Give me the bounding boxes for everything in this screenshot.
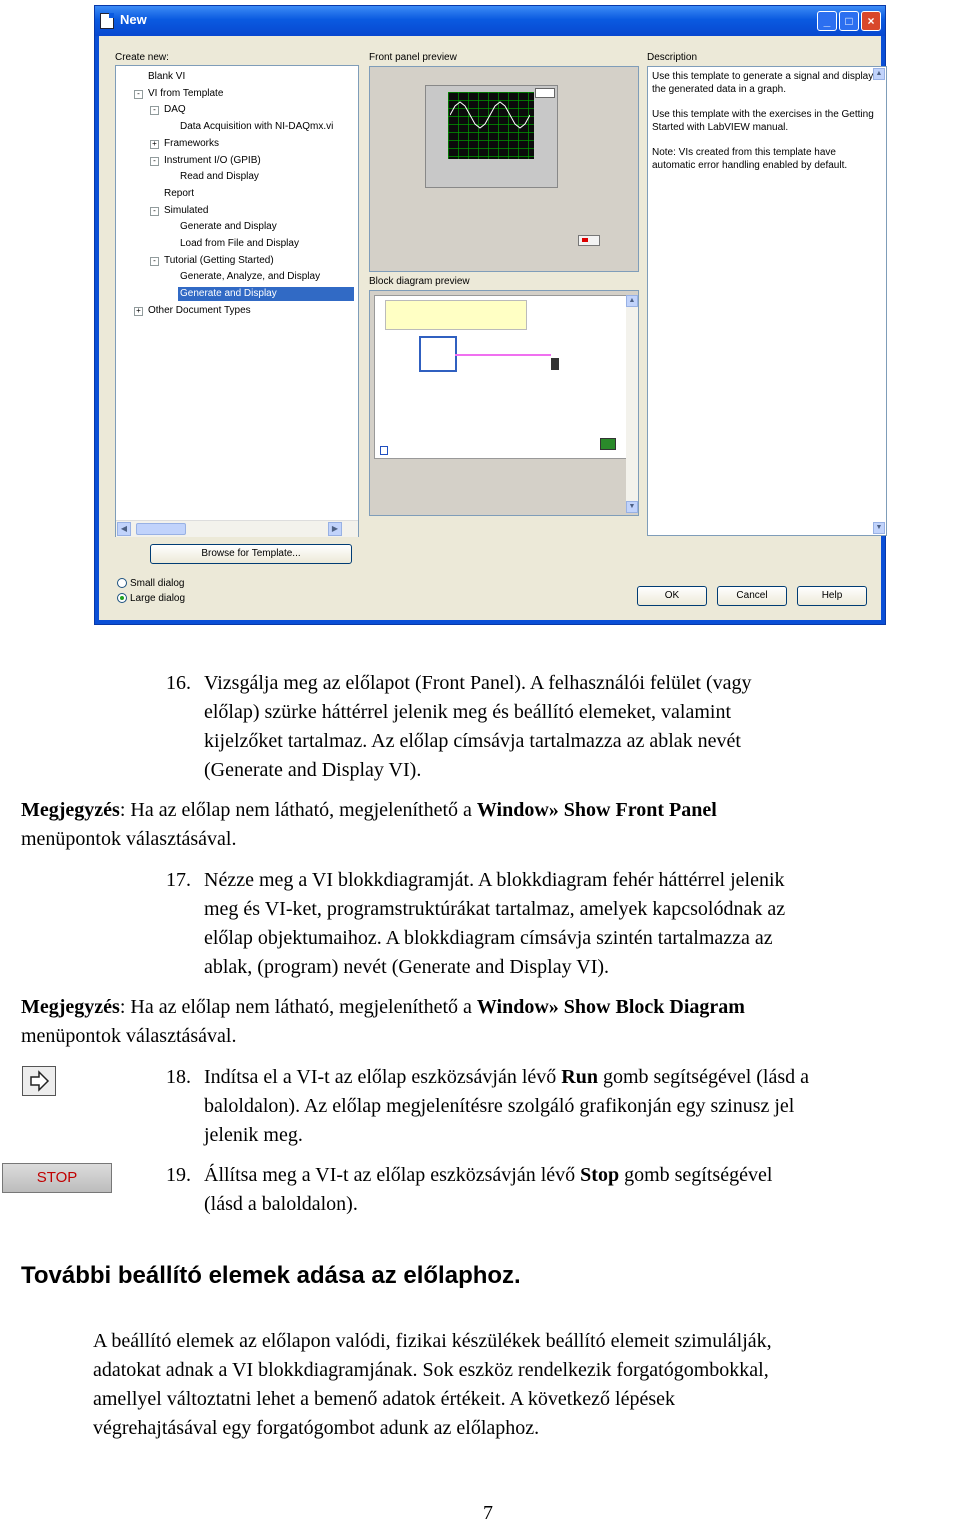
graph-terminal [551,358,559,370]
large-dialog-option[interactable] [117,593,185,604]
stop-button-image: STOP [2,1163,112,1193]
front-panel-preview-label: Front panel preview [369,52,457,63]
note-2 [21,993,745,1051]
note-text: : Ha az előlap nem látható, megjeleníthető a [119,996,477,1018]
text-line: kijelzőket tartalmaz. Az előlap címsávja tartalmazza az ablak nevét [204,730,741,752]
collapse-icon[interactable]: - [150,106,159,115]
note-text: : Ha az előlap nem látható, megjeleníthető a [119,799,477,821]
expand-icon[interactable]: + [150,140,159,149]
small-dialog-label: Small dialog [130,578,185,589]
preview-sine-wave [450,100,530,130]
text-run: Indítsa el a VI-t az előlap eszközsávján lévő [204,1066,562,1088]
page-number: 7 [483,1502,493,1524]
scroll-down-icon[interactable]: ▼ [873,522,885,534]
stop-terminal [600,438,616,450]
scroll-right-icon[interactable]: ▶ [328,522,342,536]
tree-item[interactable]: Load from File and Display [180,238,299,249]
description-panel [647,66,887,536]
large-dialog-label: Large dialog [130,593,186,604]
note-label: Megjegyzés [21,799,120,821]
text-line: (Generate and Display VI). [204,759,422,781]
text-line: előlap) szürke háttérrel jelenik meg és beállító elemeket, valamint [204,701,732,723]
text-line: meg és VI-ket, programstruktúrákat tartalmaz, amelyek kapcsolódnak az [204,898,786,920]
description-label: Description [647,52,698,63]
item-16-text [204,669,752,785]
text-line: menüpontok választásával. [21,1025,237,1047]
paragraph [93,1327,772,1443]
dialog-client-area [99,36,881,620]
radio-on-icon[interactable] [117,593,127,603]
tree-item[interactable]: Generate and Display [180,221,277,233]
diagram-wire [455,354,551,356]
item-17-text [204,866,785,982]
item-number: 18. [166,1066,191,1088]
scroll-up-icon[interactable]: ▲ [873,68,885,80]
preview-graph-panel [425,85,558,188]
run-button-image [22,1066,56,1096]
window-icon [100,13,114,29]
tree-item[interactable]: Frameworks [164,137,220,149]
description-paragraph: Use this template to generate a signal and display the generated data in a graph. [652,71,874,95]
tree-item[interactable]: Read and Display [180,171,259,183]
tree-item[interactable]: Generate, Analyze, and Display [180,271,321,283]
window-title: New [120,12,147,27]
note-label: Megjegyzés [21,996,120,1018]
text-line: amellyel változtatni lehet a bemenő adatok értékeit. A következő lépések [93,1388,675,1410]
browse-for-template-button[interactable]: Browse for Template... [150,544,352,564]
preview-plot-legend [535,88,555,98]
scroll-thumb[interactable] [136,523,186,535]
tree-horizontal-scrollbar[interactable] [116,520,358,537]
run-arrow-icon [23,1067,55,1095]
tree-item[interactable]: Generate and Display [178,287,354,301]
ok-button[interactable]: OK [637,586,707,606]
text-line: menüpontok választásával. [21,828,237,850]
maximize-button[interactable]: □ [839,11,859,31]
description-paragraph: Use this template with the exercises in the Getting Started with LabVIEW manual. [652,109,874,133]
radio-off-icon[interactable] [117,578,127,588]
minimize-button[interactable]: _ [817,11,837,31]
expand-icon[interactable]: + [134,307,143,316]
tree-item[interactable]: Instrument I/O (GPIB) [164,154,261,166]
block-diagram-canvas [374,295,636,459]
text-line: végrehajtásával egy forgatógombot adunk az előlaphoz. [93,1417,540,1439]
scroll-left-icon[interactable]: ◀ [117,522,131,536]
menu-path: Window» Show Front Panel [476,799,717,821]
new-dialog-window [94,5,886,625]
loop-iteration-terminal [380,446,388,455]
tree-item[interactable]: VI from Template [148,87,224,99]
template-tree[interactable] [115,65,359,537]
tree-item[interactable]: Report [164,187,195,199]
close-button[interactable]: × [861,11,881,31]
text-line: baloldalon). Az előlap megjelenítésre szolgáló grafikonján egy szinusz jel [204,1095,795,1117]
tree-item[interactable]: Blank VI [148,71,186,82]
scroll-up-icon[interactable]: ▲ [626,295,638,307]
collapse-icon[interactable]: - [134,90,143,99]
title-bar[interactable] [95,6,885,36]
text-line: Vizsgálja meg az előlapot (Front Panel). A felhasználói felület (vagy [204,672,752,694]
block-diagram-preview [369,290,639,516]
collapse-icon[interactable]: - [150,157,159,166]
collapse-icon[interactable]: - [150,257,159,266]
text-run: gomb segítségével [619,1164,773,1186]
help-button[interactable]: Help [797,586,867,606]
item-number: 19. [166,1164,191,1186]
text-line: ablak, (program) nevét (Generate and Display VI). [204,956,610,978]
text-line: adatokat adnak a VI blokkdiagramjának. Sok eszköz rendelkezik forgatógombokkal, [93,1359,769,1381]
note-1 [21,796,717,854]
item-number: 16. [166,672,191,694]
text-run: gomb segítségével (lásd a [597,1066,810,1088]
text-line: A beállító elemek az előlapon valódi, fizikai készülékek beállító elemeit szimulálják, [93,1330,772,1352]
tree-item[interactable]: DAQ [164,104,186,116]
scroll-down-icon[interactable]: ▼ [626,501,638,513]
tree-item[interactable]: Simulated [164,204,209,216]
description-paragraph: Note: VIs created from this template have automatic error handling enabled by default. [652,147,848,171]
small-dialog-option[interactable] [117,578,184,589]
cancel-button[interactable]: Cancel [717,586,787,606]
simulate-signal-node [419,336,457,372]
item-19-text [204,1161,772,1219]
text-line: előlap objektumaihoz. A blokkdiagram címsávja szintén tartalmazza az [204,927,773,949]
tree-item[interactable]: Other Document Types [148,304,251,316]
collapse-icon[interactable]: - [150,207,159,216]
create-new-label: Create new: [115,52,169,63]
run-label: Run [561,1066,598,1088]
preview-stop-button [578,235,600,246]
menu-path: Window» Show Block Diagram [476,996,745,1018]
text-line: jelenik meg. [204,1124,303,1146]
diagram-vertical-scrollbar[interactable] [626,295,638,513]
stop-label: Stop [580,1164,620,1186]
tree-item[interactable]: Data Acquisition with NI-DAQmx.vi [180,121,334,133]
item-18-text [204,1063,809,1150]
text-line: (lásd a baloldalon). [204,1193,358,1215]
block-diagram-preview-label: Block diagram preview [369,276,470,287]
diagram-comment [385,300,527,330]
text-run: Állítsa meg a VI-t az előlap eszközsávján lévő [204,1164,581,1186]
front-panel-preview [369,66,639,272]
tree-item[interactable]: Tutorial (Getting Started) [164,254,274,266]
text-line: Nézze meg a VI blokkdiagramját. A blokkdiagram fehér háttérrel jelenik [204,869,785,891]
item-number: 17. [166,869,191,891]
section-heading: További beállító elemek adása az előlaphoz. [21,1262,521,1289]
